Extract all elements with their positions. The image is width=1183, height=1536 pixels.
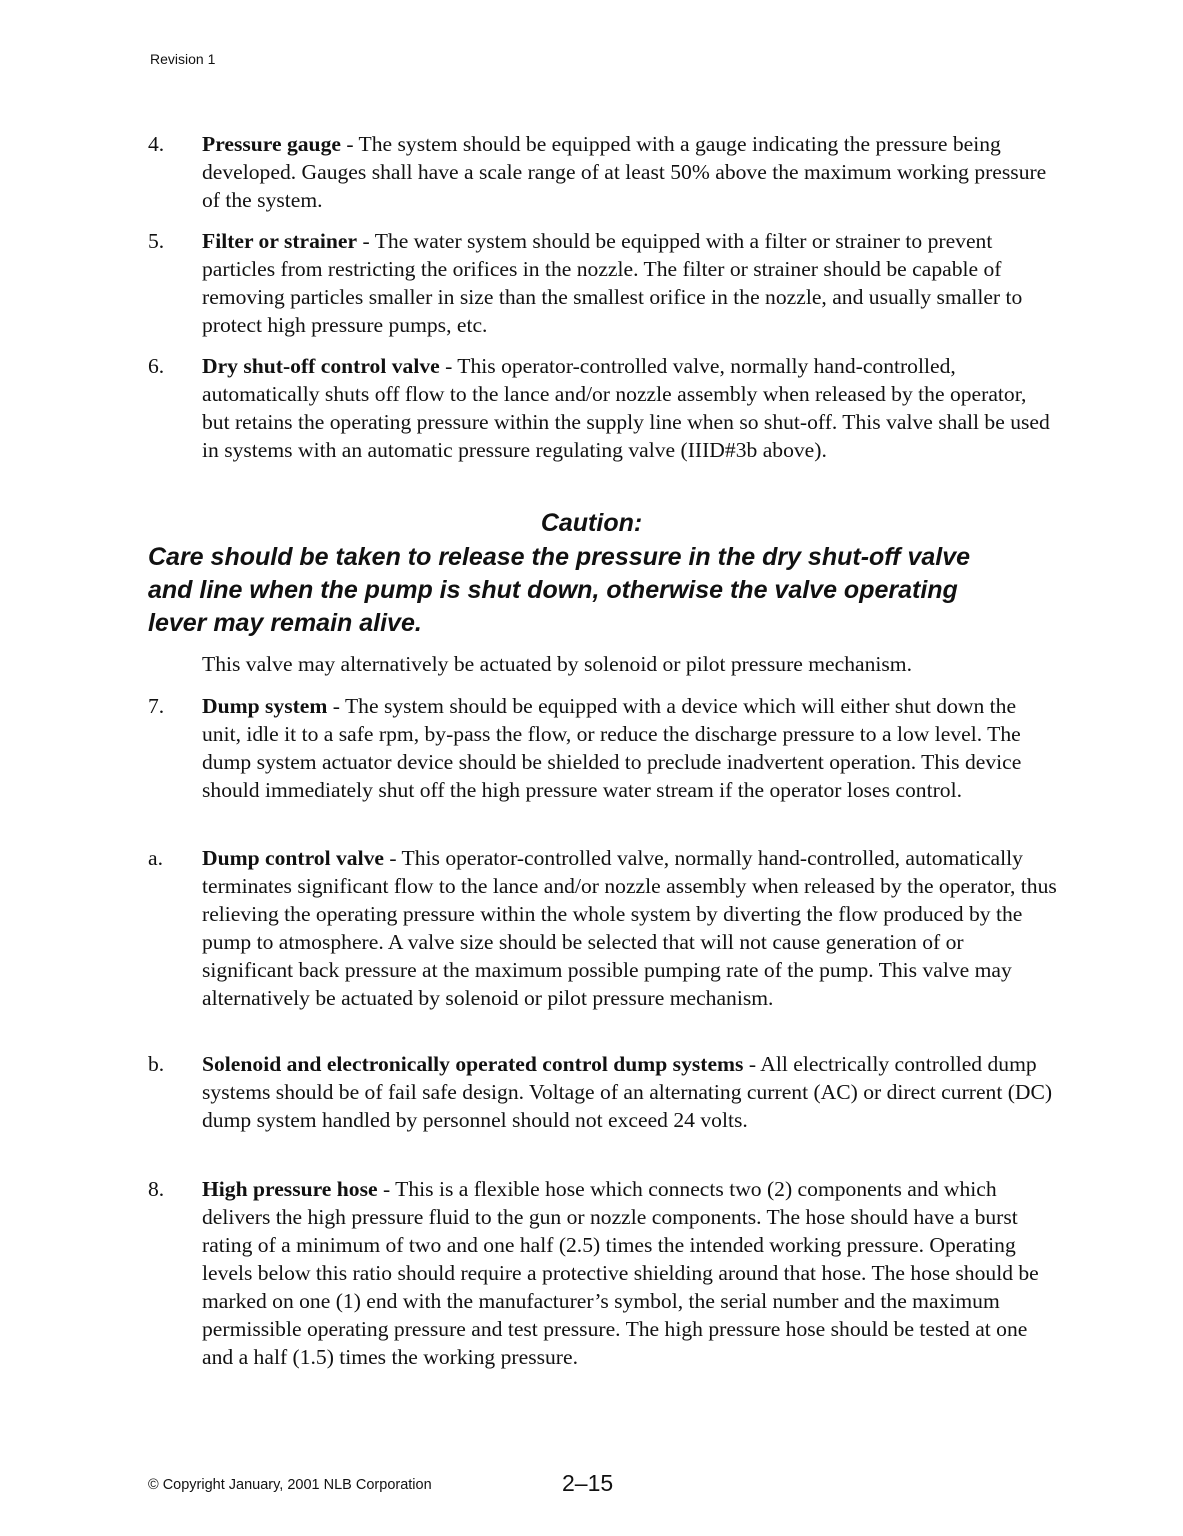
item-number: 4. xyxy=(148,132,165,156)
item-term: Pressure gauge xyxy=(202,132,341,156)
item-number: 6. xyxy=(148,354,165,378)
caution-title: Caution: xyxy=(540,509,643,537)
list-item xyxy=(148,1175,1058,1371)
item-text: - This operator-controlled valve, normally hand-controlled, automatically shuts off flow to the lance and/or nozzle assembly when released by the operator, but retains the operating pressure within the supply line when so shut-off. This valve shall be used in systems with an automatic pressure regulating valve (IIID#3b above). xyxy=(202,354,1050,462)
item-term: Dump system xyxy=(202,694,328,718)
list-item xyxy=(148,1050,1058,1134)
item-text: - The system should be equipped with a device which will either shut down the unit, idle it to a safe rpm, by-pass the flow, or reduce the discharge pressure to a low level. The dump system actuator device should be shielded to preclude inadvertent operation. This device should immediately shut off the high pressure water stream if the operator loses control. xyxy=(202,694,1022,802)
item-number: 7. xyxy=(148,694,165,718)
item-term: Solenoid and electronically operated control dump systems xyxy=(202,1052,744,1076)
item-number: 5. xyxy=(148,229,165,253)
item-term: Dry shut-off control valve xyxy=(202,354,440,378)
item-term: Dump control valve xyxy=(202,846,384,870)
item-text: - All electrically controlled dump systems should be of fail safe design. Voltage of an alternating current (AC) or direct current (DC) dump system handled by personnel should not exceed 24 volts. xyxy=(202,1052,1053,1132)
revision-label: Revision 1 xyxy=(150,51,216,67)
item-number: a. xyxy=(148,846,163,870)
item-text: - This operator-controlled valve, normally hand-controlled, automatically terminates significant flow to the lance and/or nozzle assembly when released by the operator, thus relieving the operating pressure within the whole system by diverting the flow produced by the pump to atmosphere. A valve size should be selected that will not cause generation of or significant back pressure at the maximum possible pumping rate of the pump. This valve may alternatively be actuated by solenoid or pilot pressure mechanism. xyxy=(202,846,1057,1010)
list-item xyxy=(148,130,1058,214)
item-text: - The water system should be equipped with a filter or strainer to prevent particles from restricting the orifices in the nozzle. The filter or strainer should be capable of removing particles smaller in size than the smallest orifice in the nozzle, and usually smaller to protect high pressure pumps, etc. xyxy=(202,229,1023,337)
item-number: 8. xyxy=(148,1177,165,1201)
item-text: - This is a flexible hose which connects two (2) components and which delivers the high pressure fluid to the gun or nozzle components. The hose should have a burst rating of a minimum of two and one half (2.5) times the intended working pressure. Operating levels below this ratio should require a protective shielding around that hose. The hose should be marked on one (1) end with the manufacturer’s symbol, the serial number and the maximum permissible operating pressure and test pressure. The high pressure hose should be tested at one and a half (1.5) times the working pressure. xyxy=(202,1177,1039,1369)
list-item xyxy=(148,844,1058,1012)
note-text: This valve may alternatively be actuated by solenoid or pilot pressure mechanism. xyxy=(202,652,912,676)
list-item xyxy=(148,692,1058,804)
item-number: b. xyxy=(148,1052,165,1076)
page-number: 2–15 xyxy=(562,1470,614,1496)
copyright-footer: © Copyright January, 2001 NLB Corporation xyxy=(148,1477,432,1493)
list-item xyxy=(148,352,1058,464)
item-text: - The system should be equipped with a gauge indicating the pressure being developed. Gauges shall have a scale range of at least 50% above the maximum working pressure of the system. xyxy=(202,132,1047,212)
caution-body: Care should be taken to release the pressure in the dry shut-off valve and line when the pump is shut down, otherwise the valve operating lever may remain alive. xyxy=(148,543,971,637)
item-term: High pressure hose xyxy=(202,1177,378,1201)
list-item xyxy=(148,227,1058,339)
item-term: Filter or strainer xyxy=(202,229,358,253)
